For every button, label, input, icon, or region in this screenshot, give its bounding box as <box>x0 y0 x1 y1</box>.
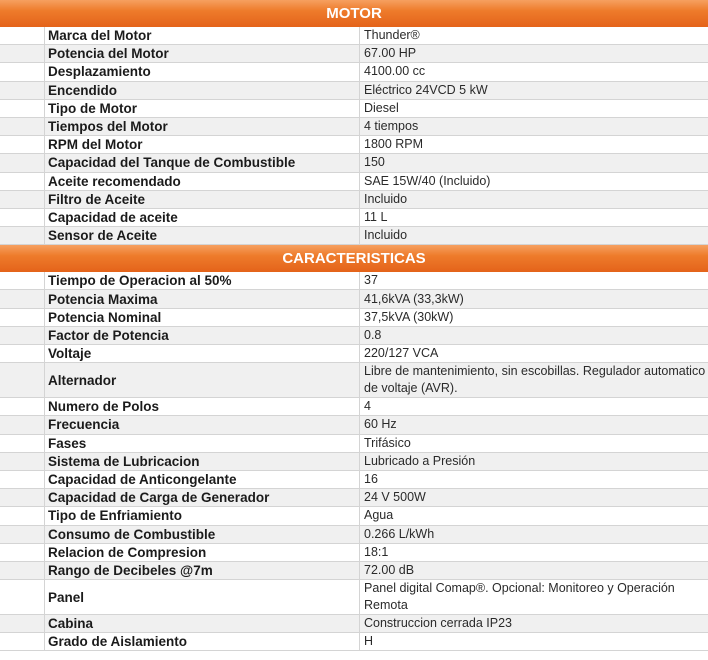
table-row <box>0 471 708 489</box>
row-value: Eléctrico 24VCD 5 kW <box>360 82 708 100</box>
row-label: Rango de Decibeles @7m <box>45 562 360 580</box>
row-value: Incluido <box>360 191 708 209</box>
table-row <box>0 562 708 580</box>
row-value: H <box>360 633 708 651</box>
table-row <box>0 580 708 615</box>
row-value: 41,6kVA (33,3kW) <box>360 290 708 308</box>
table-row <box>0 227 708 245</box>
table-row <box>0 27 708 45</box>
row-label: Tiempos del Motor <box>45 118 360 136</box>
row-label: Potencia del Motor <box>45 45 360 63</box>
table-row <box>0 544 708 562</box>
table-row <box>0 118 708 136</box>
section-header-motor: MOTOR <box>0 0 708 27</box>
row-value: 16 <box>360 471 708 489</box>
table-row <box>0 435 708 453</box>
row-label: Consumo de Combustible <box>45 526 360 544</box>
table-row <box>0 173 708 191</box>
row-value: 60 Hz <box>360 416 708 434</box>
row-label: Capacidad de Carga de Generador <box>45 489 360 507</box>
row-label: Sensor de Aceite <box>45 227 360 245</box>
table-row <box>0 290 708 308</box>
table-row <box>0 363 708 398</box>
row-label: RPM del Motor <box>45 136 360 154</box>
row-value: 72.00 dB <box>360 562 708 580</box>
row-label: Factor de Potencia <box>45 327 360 345</box>
row-label: Capacidad de Anticongelante <box>45 471 360 489</box>
table-row <box>0 526 708 544</box>
table-row <box>0 345 708 363</box>
section-header-caracteristicas: CARACTERISTICAS <box>0 245 708 272</box>
row-value: 18:1 <box>360 544 708 562</box>
table-row <box>0 453 708 471</box>
table-row <box>0 209 708 227</box>
table-row <box>0 489 708 507</box>
row-value: Panel digital Comap®. Opcional: Monitoreo y Operación Remota <box>360 580 708 615</box>
row-label: Cabina <box>45 615 360 633</box>
table-row <box>0 82 708 100</box>
row-label: Potencia Maxima <box>45 290 360 308</box>
row-label: Capacidad del Tanque de Combustible <box>45 154 360 172</box>
table-row <box>0 633 708 651</box>
table-row <box>0 327 708 345</box>
row-value: Lubricado a Presión <box>360 453 708 471</box>
row-value: 1800 RPM <box>360 136 708 154</box>
row-label: Desplazamiento <box>45 63 360 81</box>
row-label: Fases <box>45 435 360 453</box>
row-label: Alternador <box>45 363 360 398</box>
table-row <box>0 416 708 434</box>
row-label: Frecuencia <box>45 416 360 434</box>
row-label: Numero de Polos <box>45 398 360 416</box>
motor-table <box>0 27 708 245</box>
row-label: Filtro de Aceite <box>45 191 360 209</box>
row-value: SAE 15W/40 (Incluido) <box>360 173 708 191</box>
row-value: Agua <box>360 507 708 525</box>
table-row <box>0 45 708 63</box>
row-value: 0.8 <box>360 327 708 345</box>
table-row <box>0 398 708 416</box>
row-value: 4100.00 cc <box>360 63 708 81</box>
row-value: 24 V 500W <box>360 489 708 507</box>
row-value: Construccion cerrada IP23 <box>360 615 708 633</box>
row-label: Potencia Nominal <box>45 309 360 327</box>
row-label: Relacion de Compresion <box>45 544 360 562</box>
row-label: Voltaje <box>45 345 360 363</box>
table-row <box>0 272 708 290</box>
row-value: 11 L <box>360 209 708 227</box>
row-value: 220/127 VCA <box>360 345 708 363</box>
row-value: 150 <box>360 154 708 172</box>
row-label: Tipo de Enfriamiento <box>45 507 360 525</box>
row-value: 4 <box>360 398 708 416</box>
table-row <box>0 507 708 525</box>
row-value: Trifásico <box>360 435 708 453</box>
row-label: Tipo de Motor <box>45 100 360 118</box>
row-value: 4 tiempos <box>360 118 708 136</box>
table-row <box>0 100 708 118</box>
row-label: Marca del Motor <box>45 27 360 45</box>
row-label: Encendido <box>45 82 360 100</box>
table-row <box>0 309 708 327</box>
row-value: 0.266 L/kWh <box>360 526 708 544</box>
row-label: Panel <box>45 580 360 615</box>
table-row <box>0 136 708 154</box>
row-value: 37,5kVA (30kW) <box>360 309 708 327</box>
row-value: Libre de mantenimiento, sin escobillas. Regulador automatico de voltaje (AVR). <box>360 363 708 398</box>
table-row <box>0 63 708 81</box>
row-label: Sistema de Lubricacion <box>45 453 360 471</box>
table-row <box>0 191 708 209</box>
row-value: Thunder® <box>360 27 708 45</box>
table-row <box>0 154 708 172</box>
row-label: Grado de Aislamiento <box>45 633 360 651</box>
row-value: 67.00 HP <box>360 45 708 63</box>
table-row <box>0 615 708 633</box>
row-value: 37 <box>360 272 708 290</box>
row-value: Diesel <box>360 100 708 118</box>
row-value: Incluido <box>360 227 708 245</box>
row-label: Tiempo de Operacion al 50% <box>45 272 360 290</box>
caracteristicas-table <box>0 272 708 651</box>
row-label: Aceite recomendado <box>45 173 360 191</box>
row-label: Capacidad de aceite <box>45 209 360 227</box>
